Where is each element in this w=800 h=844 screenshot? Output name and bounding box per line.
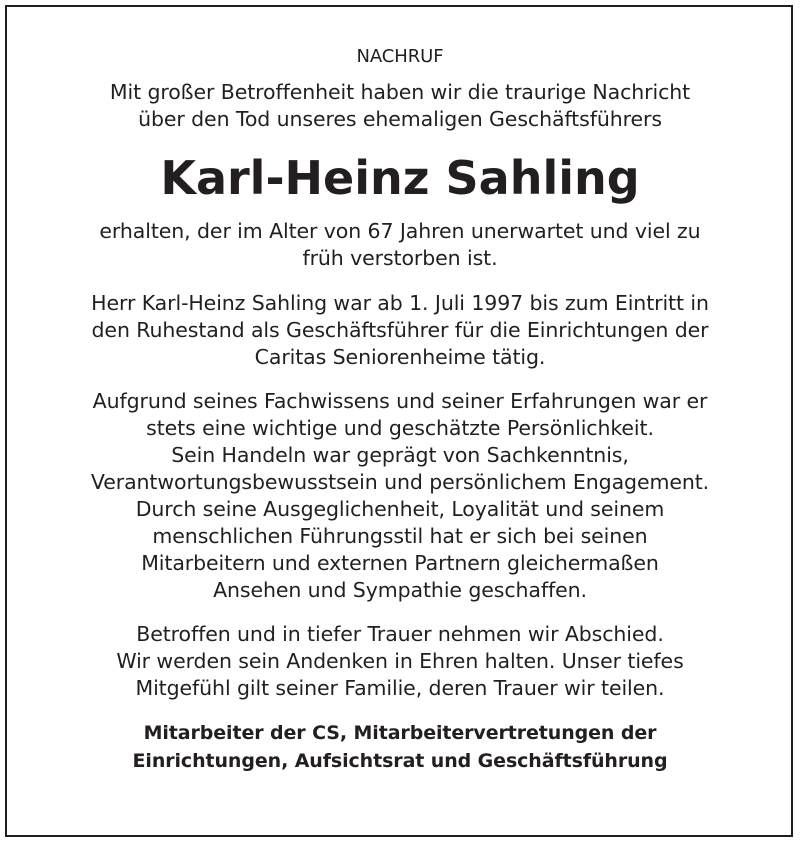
text-line: Sein Handeln war geprägt von Sachkenntnis, — [171, 443, 629, 467]
deceased-name: Karl-Heinz Sahling — [160, 151, 640, 205]
intro-text — [0, 79, 800, 133]
notice-heading: NACHRUF — [356, 46, 444, 67]
text-line: erhalten, der im Alter von 67 Jahren unerwartet und viel zu — [99, 219, 701, 243]
text-line: früh verstorben ist. — [302, 246, 498, 270]
text-line: Mitarbeitern und externen Partnern gleichermaßen — [141, 551, 659, 575]
signature-line: Einrichtungen, Aufsichtsrat und Geschäftsführung — [132, 750, 668, 772]
intro-line: Mit großer Betroffenheit haben wir die traurige Nachricht — [109, 80, 691, 104]
text-line: Durch seine Ausgeglichenheit, Loyalität und seinem — [135, 497, 665, 521]
signature-line: Mitarbeiter der CS, Mitarbeitervertretungen der — [143, 722, 657, 744]
text-line: menschlichen Führungsstil hat er sich bei seinen — [152, 524, 648, 548]
text-line: Herr Karl-Heinz Sahling war ab 1. Juli 1997 bis zum Eintritt in — [91, 291, 709, 315]
text-line: Caritas Seniorenheime tätig. — [254, 345, 546, 369]
text-line: Verantwortungsbewusstsein und persönlichem Engagement. — [90, 470, 710, 494]
intro-line: über den Tod unseres ehemaligen Geschäftsführers — [138, 107, 662, 131]
text-line: stets eine wichtige und geschätzte Persönlichkeit. — [146, 416, 654, 440]
text-line: Betroffen und in tiefer Trauer nehmen wir Abschied. — [136, 622, 664, 646]
paragraph-age — [0, 218, 800, 272]
text-line: den Ruhestand als Geschäftsführer für die Einrichtungen der — [91, 318, 709, 342]
text-line: Mitgefühl gilt seiner Familie, deren Trauer wir teilen. — [135, 676, 665, 700]
signature-block — [0, 719, 800, 775]
paragraph-tribute — [0, 388, 800, 604]
text-line: Ansehen und Sympathie geschaffen. — [213, 578, 587, 602]
text-line: Aufgrund seines Fachwissens und seiner Erfahrungen war er — [92, 389, 708, 413]
text-line: Wir werden sein Andenken in Ehren halten. Unser tiefes — [116, 649, 684, 673]
paragraph-career — [0, 290, 800, 371]
paragraph-farewell — [0, 621, 800, 702]
